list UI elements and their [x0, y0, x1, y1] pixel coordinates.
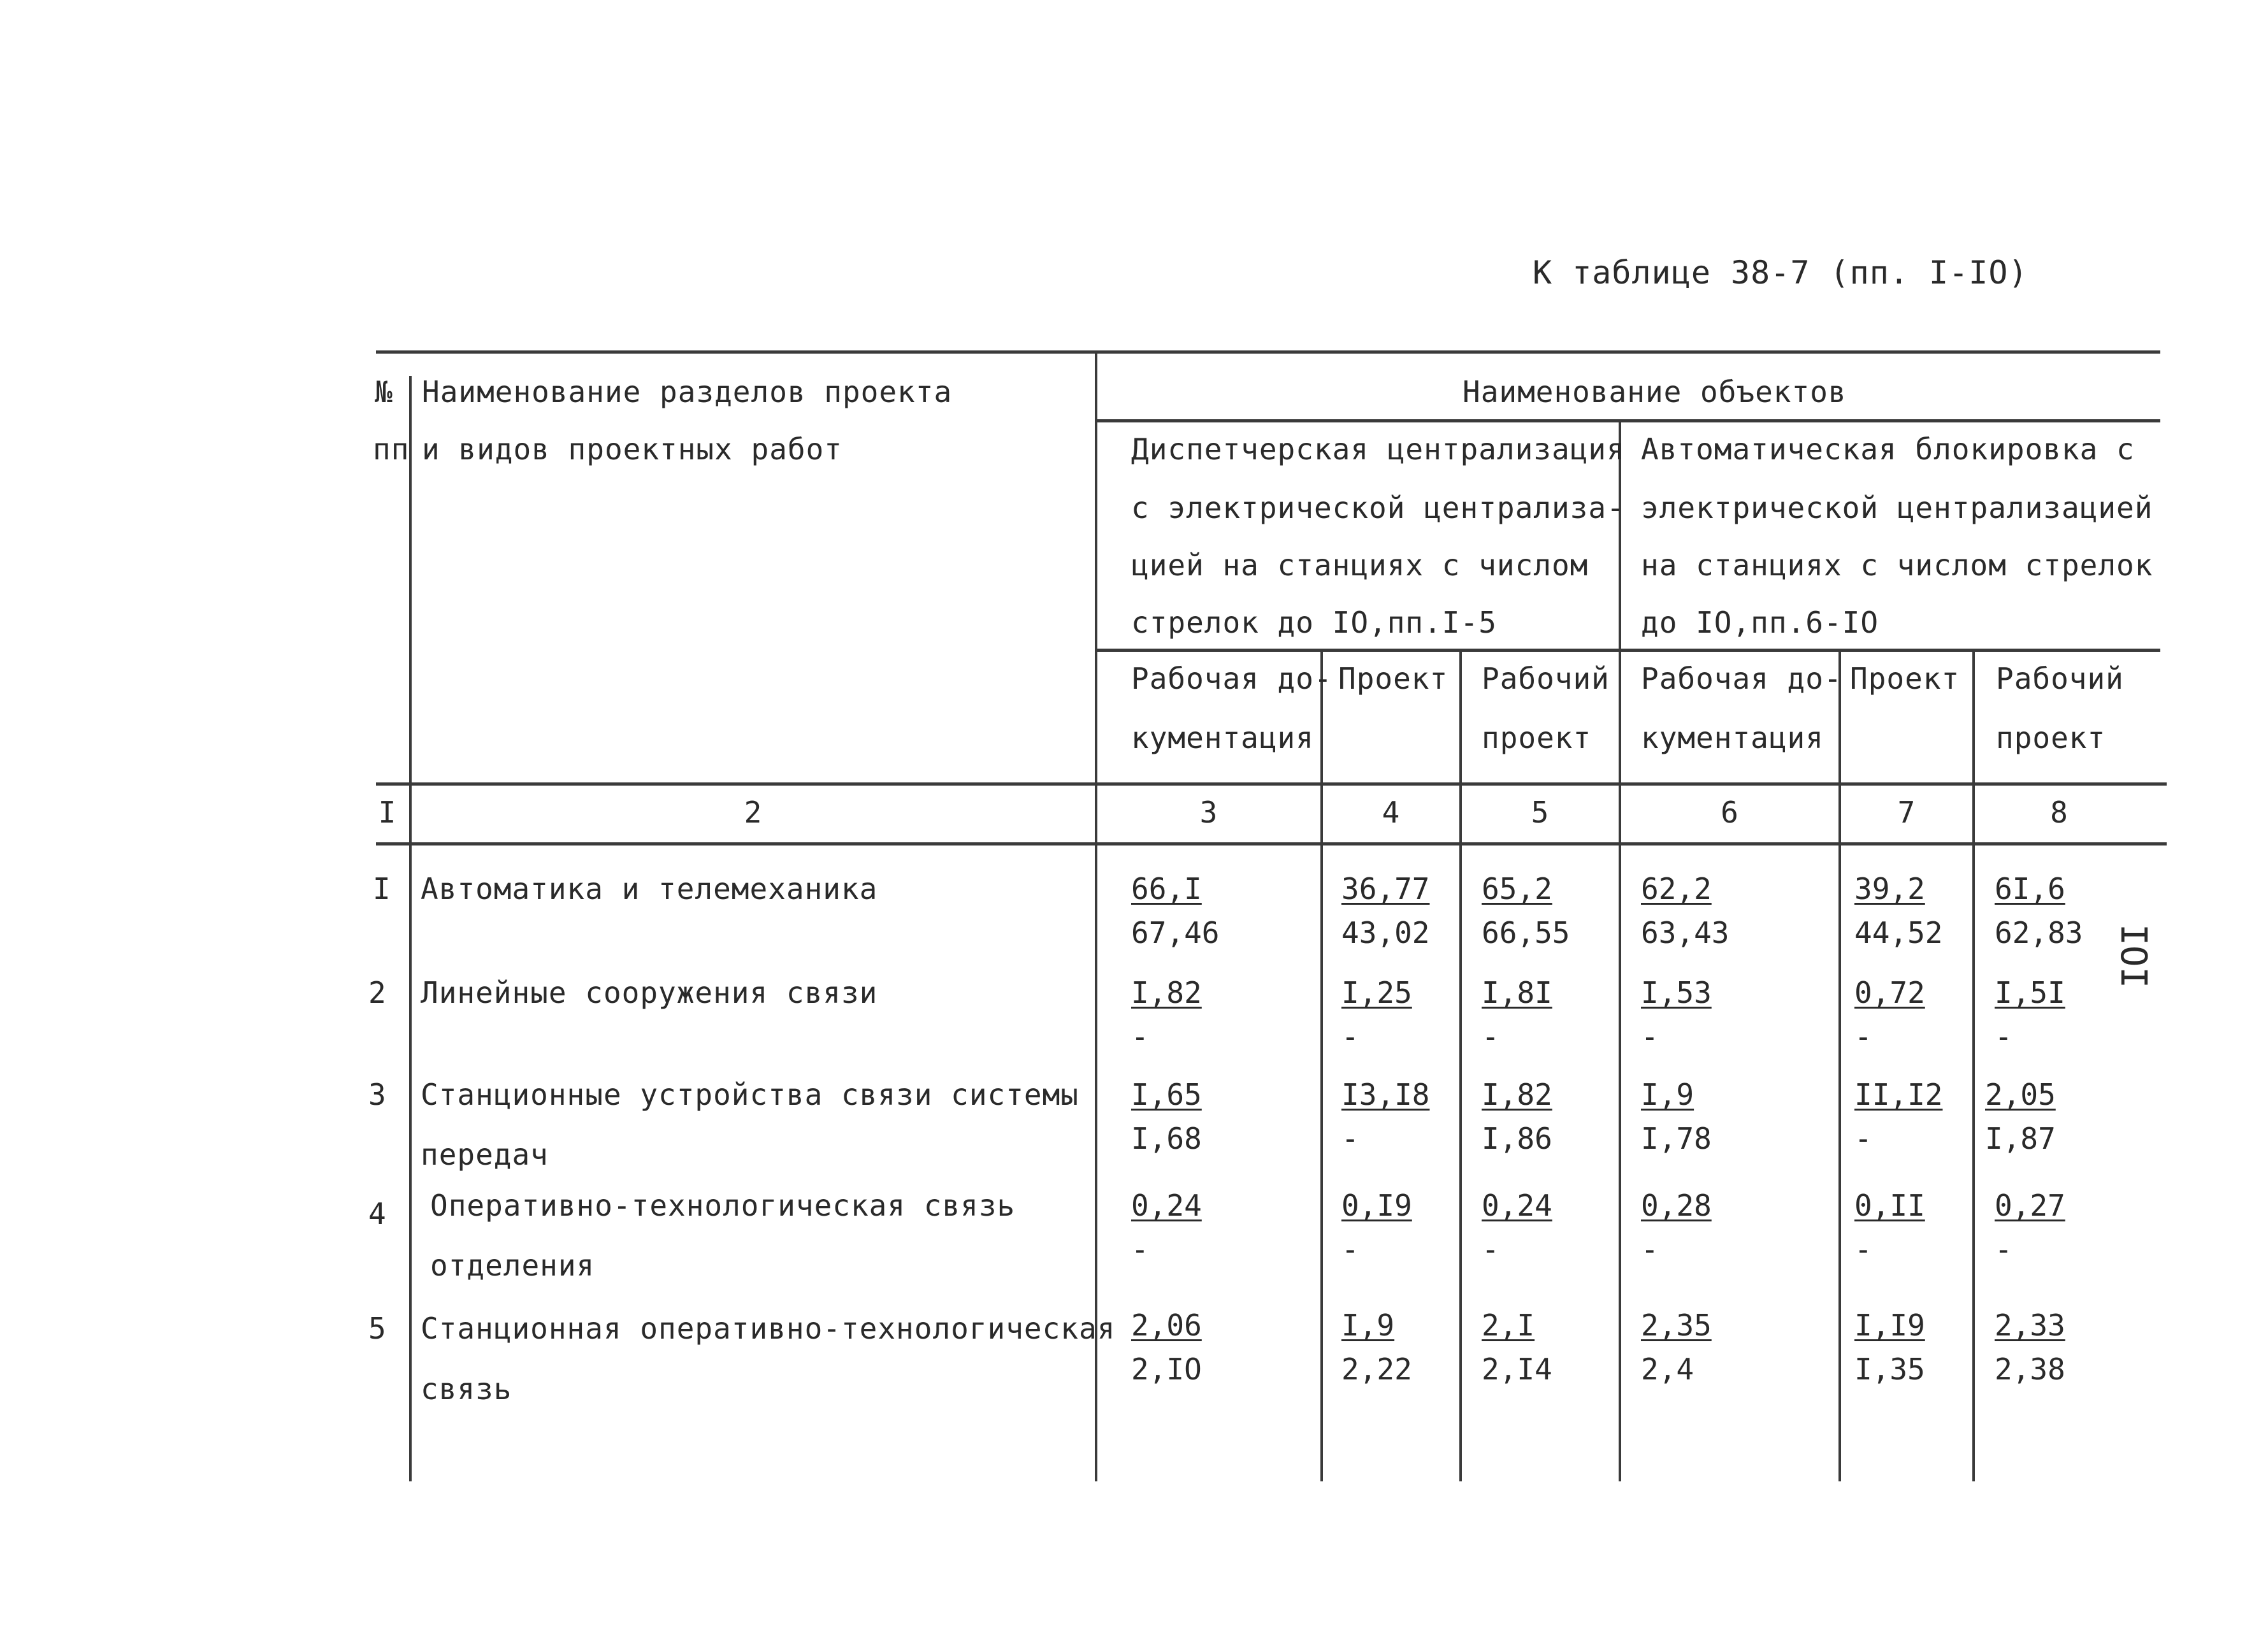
group2-line-3: на станциях с числом стрелок: [1641, 548, 2153, 582]
row-3-num: 3: [368, 1077, 387, 1112]
row-4-name-line-1: Оперативно-технологическая связь: [430, 1188, 1016, 1223]
row-3-c4: I3,I8 -: [1341, 1077, 1430, 1156]
sub-g2-c1-line-2: кументация: [1641, 721, 1824, 755]
row-1-c7: $\frac{39,2}{44,52}$: [1854, 872, 1943, 950]
row-1-c8: $\frac{6I,6}{62,83}$: [1995, 872, 2083, 950]
vline-groups: [1619, 419, 1621, 1481]
row-5-c4: $\frac{I,9}{2,22}$: [1341, 1308, 1412, 1386]
group1-line-1: Диспетчерская централизация: [1131, 432, 1625, 466]
rule-objects: [1095, 419, 2160, 422]
sub-g1-c2: Проект: [1338, 661, 1448, 696]
row-1-c4: $\frac{36,77}{43,02}$: [1341, 872, 1430, 950]
row-4-c3: 0,24 -: [1131, 1188, 1202, 1267]
row-3-name-line-1: Станционные устройства связи системы: [421, 1077, 1079, 1112]
row-5-c6: $\frac{2,35}{2,4}$: [1641, 1308, 1712, 1386]
page-number: IOI: [2113, 924, 2154, 989]
vline-g2-c1: [1838, 649, 1841, 1481]
row-2-num: 2: [368, 975, 387, 1010]
row-2-c7: 0,72 -: [1854, 975, 1925, 1054]
row-5-c3: $\frac{2,06}{2,IO}$: [1131, 1308, 1202, 1386]
vline-num: [409, 376, 412, 1481]
group1-line-4: стрелок до IO,пп.I-5: [1131, 605, 1497, 640]
header-num-2: пп: [373, 432, 410, 466]
row-4-c4: 0,I9 -: [1341, 1188, 1412, 1267]
table-caption: К таблице 38-7 (пп. I-IO): [1533, 254, 2028, 291]
rule-top: [376, 350, 2160, 354]
colnum-7: 7: [1897, 795, 1916, 830]
row-5-c5: $\frac{2,I}{2,I4}$: [1482, 1308, 1552, 1386]
colnum-8: 8: [2050, 795, 2069, 830]
group1-line-2: с электрической централиза-: [1131, 491, 1625, 525]
colnum-3: 3: [1199, 795, 1218, 830]
row-3-c5: $\frac{I,82}{I,86}$: [1482, 1077, 1552, 1156]
sub-g1-c1-line-2: кументация: [1131, 721, 1314, 755]
row-2-c6: I,53 -: [1641, 975, 1712, 1054]
row-4-c6: 0,28 -: [1641, 1188, 1712, 1267]
row-4-c5: 0,24 -: [1482, 1188, 1552, 1267]
row-5-c7: $\frac{I,I9}{I,35}$: [1854, 1308, 1925, 1386]
colnum-1: I: [378, 795, 397, 830]
row-3-c8: $\frac{2,05}{I,87}$: [1985, 1077, 2056, 1156]
group1-line-3: цией на станциях с числом: [1131, 548, 1589, 582]
row-2-c8: I,5I -: [1995, 975, 2065, 1054]
row-2-c5: I,8I -: [1482, 975, 1552, 1054]
row-5-num: 5: [368, 1311, 387, 1346]
sub-g1-c3-line-1: Рабочий: [1482, 661, 1610, 696]
row-5-name-line-2: связь: [421, 1372, 512, 1406]
sub-g1-c3-line-2: проект: [1482, 721, 1592, 755]
row-3-c3: $\frac{I,65}{I,68}$: [1131, 1077, 1202, 1156]
row-1-c6: $\frac{62,2}{63,43}$: [1641, 872, 1730, 950]
row-2-c3: I,82 -: [1131, 975, 1202, 1054]
colnum-6: 6: [1721, 795, 1739, 830]
row-2-name: Линейные сооружения связи: [421, 975, 878, 1010]
row-4-num: 4: [368, 1197, 387, 1231]
sub-g1-c1-line-1: Рабочая до-: [1131, 661, 1333, 696]
row-5-c8: $\frac{2,33}{2,38}$: [1995, 1308, 2065, 1386]
row-4-c8: 0,27 -: [1995, 1188, 2065, 1267]
row-1-c5: $\frac{65,2}{66,55}$: [1482, 872, 1570, 950]
sub-g2-c1-line-1: Рабочая до-: [1641, 661, 1842, 696]
header-objects-title: Наименование объектов: [1463, 375, 1847, 409]
row-4-c7: 0,II -: [1854, 1188, 1925, 1267]
row-4-name-line-2: отделения: [430, 1248, 595, 1283]
sub-g2-c2: Проект: [1850, 661, 1960, 696]
vline-g1-c1: [1320, 649, 1323, 1481]
rule-colnums-bottom: [376, 842, 2167, 845]
group2-line-4: до IO,пп.6-IO: [1641, 605, 1879, 640]
row-3-name-line-2: передач: [421, 1137, 549, 1172]
row-1-c3: $\frac{66,I}{67,46}$: [1131, 872, 1220, 950]
vline-g2-c2: [1972, 649, 1975, 1481]
rule-colnums-top: [376, 782, 2167, 786]
rule-groups: [1095, 649, 2160, 652]
row-1-num: I: [373, 872, 391, 906]
group2-line-1: Автоматическая блокировка с: [1641, 432, 2135, 466]
colnum-4: 4: [1382, 795, 1401, 830]
colnum-5: 5: [1531, 795, 1550, 830]
header-name-2: и видов проектных работ: [422, 432, 842, 466]
sub-g2-c3-line-1: Рабочий: [1996, 661, 2124, 696]
vline-g1-c2: [1459, 649, 1462, 1481]
header-name-1: Наименование разделов проекта: [422, 375, 953, 409]
row-2-c4: I,25 -: [1341, 975, 1412, 1054]
colnum-2: 2: [744, 795, 763, 830]
row-5-name-line-1: Станционная оперативно-технологическая: [421, 1311, 1116, 1346]
row-3-c6: $\frac{I,9}{I,78}$: [1641, 1077, 1712, 1156]
sub-g2-c3-line-2: проект: [1996, 721, 2106, 755]
row-1-name: Автоматика и телемеханика: [421, 872, 878, 906]
group2-line-2: электрической централизацией: [1641, 491, 2153, 525]
row-3-c7: II,I2 -: [1854, 1077, 1943, 1156]
header-num-1: №: [375, 375, 393, 409]
